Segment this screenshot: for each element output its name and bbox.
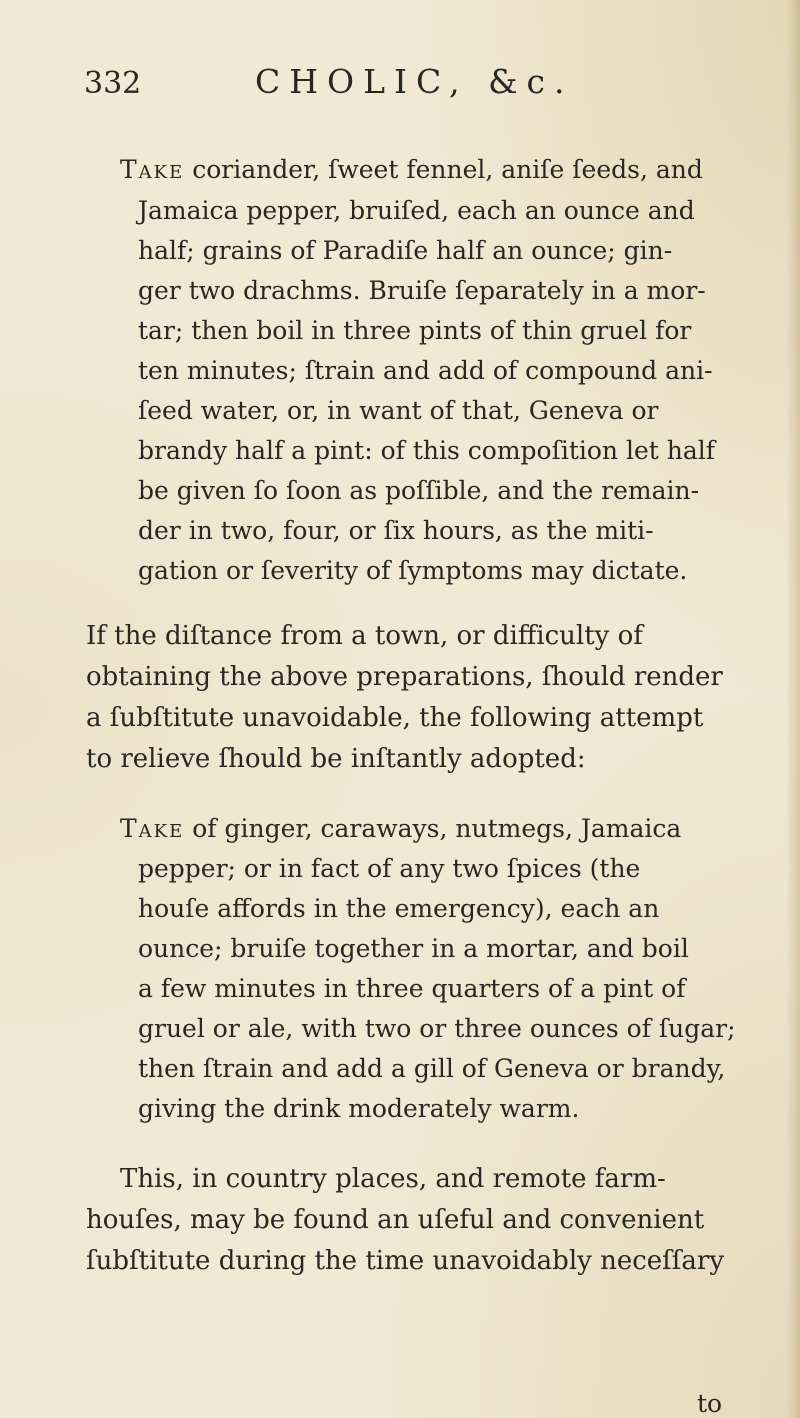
text-line: houſes, may be found an uſeful and convenient	[86, 1205, 705, 1235]
text-line: a few minutes in three quarters of a pint of	[138, 974, 686, 1003]
text-line: obtaining the above preparations, ſhould render	[86, 662, 723, 692]
text-line: ounce; bruiſe together in a mortar, and boil	[138, 934, 689, 963]
text-line: tar; then boil in three pints of thin gruel for	[138, 316, 692, 345]
text-line: ſubſtitute during the time unavoidably neceſſary	[86, 1246, 725, 1276]
lead-word: Take	[120, 814, 185, 843]
text-line: gation or ſeverity of ſymptoms may dictate.	[138, 556, 688, 585]
text-line: to relieve ſhould be inſtantly adopted:	[86, 744, 586, 774]
text-line: gruel or ale, with two or three ounces of ſugar;	[138, 1014, 736, 1043]
text-line: be given ſo ſoon as poſſible, and the remain-	[138, 476, 700, 505]
text-line: If the diſtance from a town, or difficulty of	[86, 621, 643, 651]
text-line: then ſtrain and add a gill of Geneva or brandy,	[138, 1054, 726, 1083]
text-line: Take of ginger, caraways, nutmegs, Jamaica	[120, 814, 682, 843]
text-line: half; grains of Paradiſe half an ounce; gin-	[138, 236, 673, 265]
text-line: Jamaica pepper, bruiſed, each an ounce and	[138, 196, 695, 225]
text-line: ger two drachms. Bruiſe ſeparately in a mor-	[138, 276, 706, 305]
text-line: giving the drink moderately warm.	[138, 1094, 580, 1123]
text-line: houſe affords in the emergency), each an	[138, 894, 660, 923]
text-line: pepper; or in fact of any two ſpices (the	[138, 854, 641, 883]
text-line: der in two, four, or ſix hours, as the miti-	[138, 516, 654, 545]
text-line: brandy half a pint: of this compoſition let half	[138, 436, 716, 465]
text-line: ten minutes; ſtrain and add of compound ani-	[138, 356, 713, 385]
running-head: CHOLIC, &c.	[255, 62, 574, 101]
text-line: a ſubſtitute unavoidable, the following attempt	[86, 703, 704, 733]
page-edge-shadow	[786, 0, 800, 1418]
page-number: 332	[84, 66, 142, 101]
text-line: This, in country places, and remote farm-	[120, 1164, 666, 1194]
catchword: to	[697, 1389, 723, 1418]
lead-word: Take	[120, 155, 185, 184]
text-line: ſeed water, or, in want of that, Geneva or	[138, 396, 659, 425]
text-line: Take coriander, ſweet fennel, aniſe ſeeds, and	[120, 155, 703, 184]
